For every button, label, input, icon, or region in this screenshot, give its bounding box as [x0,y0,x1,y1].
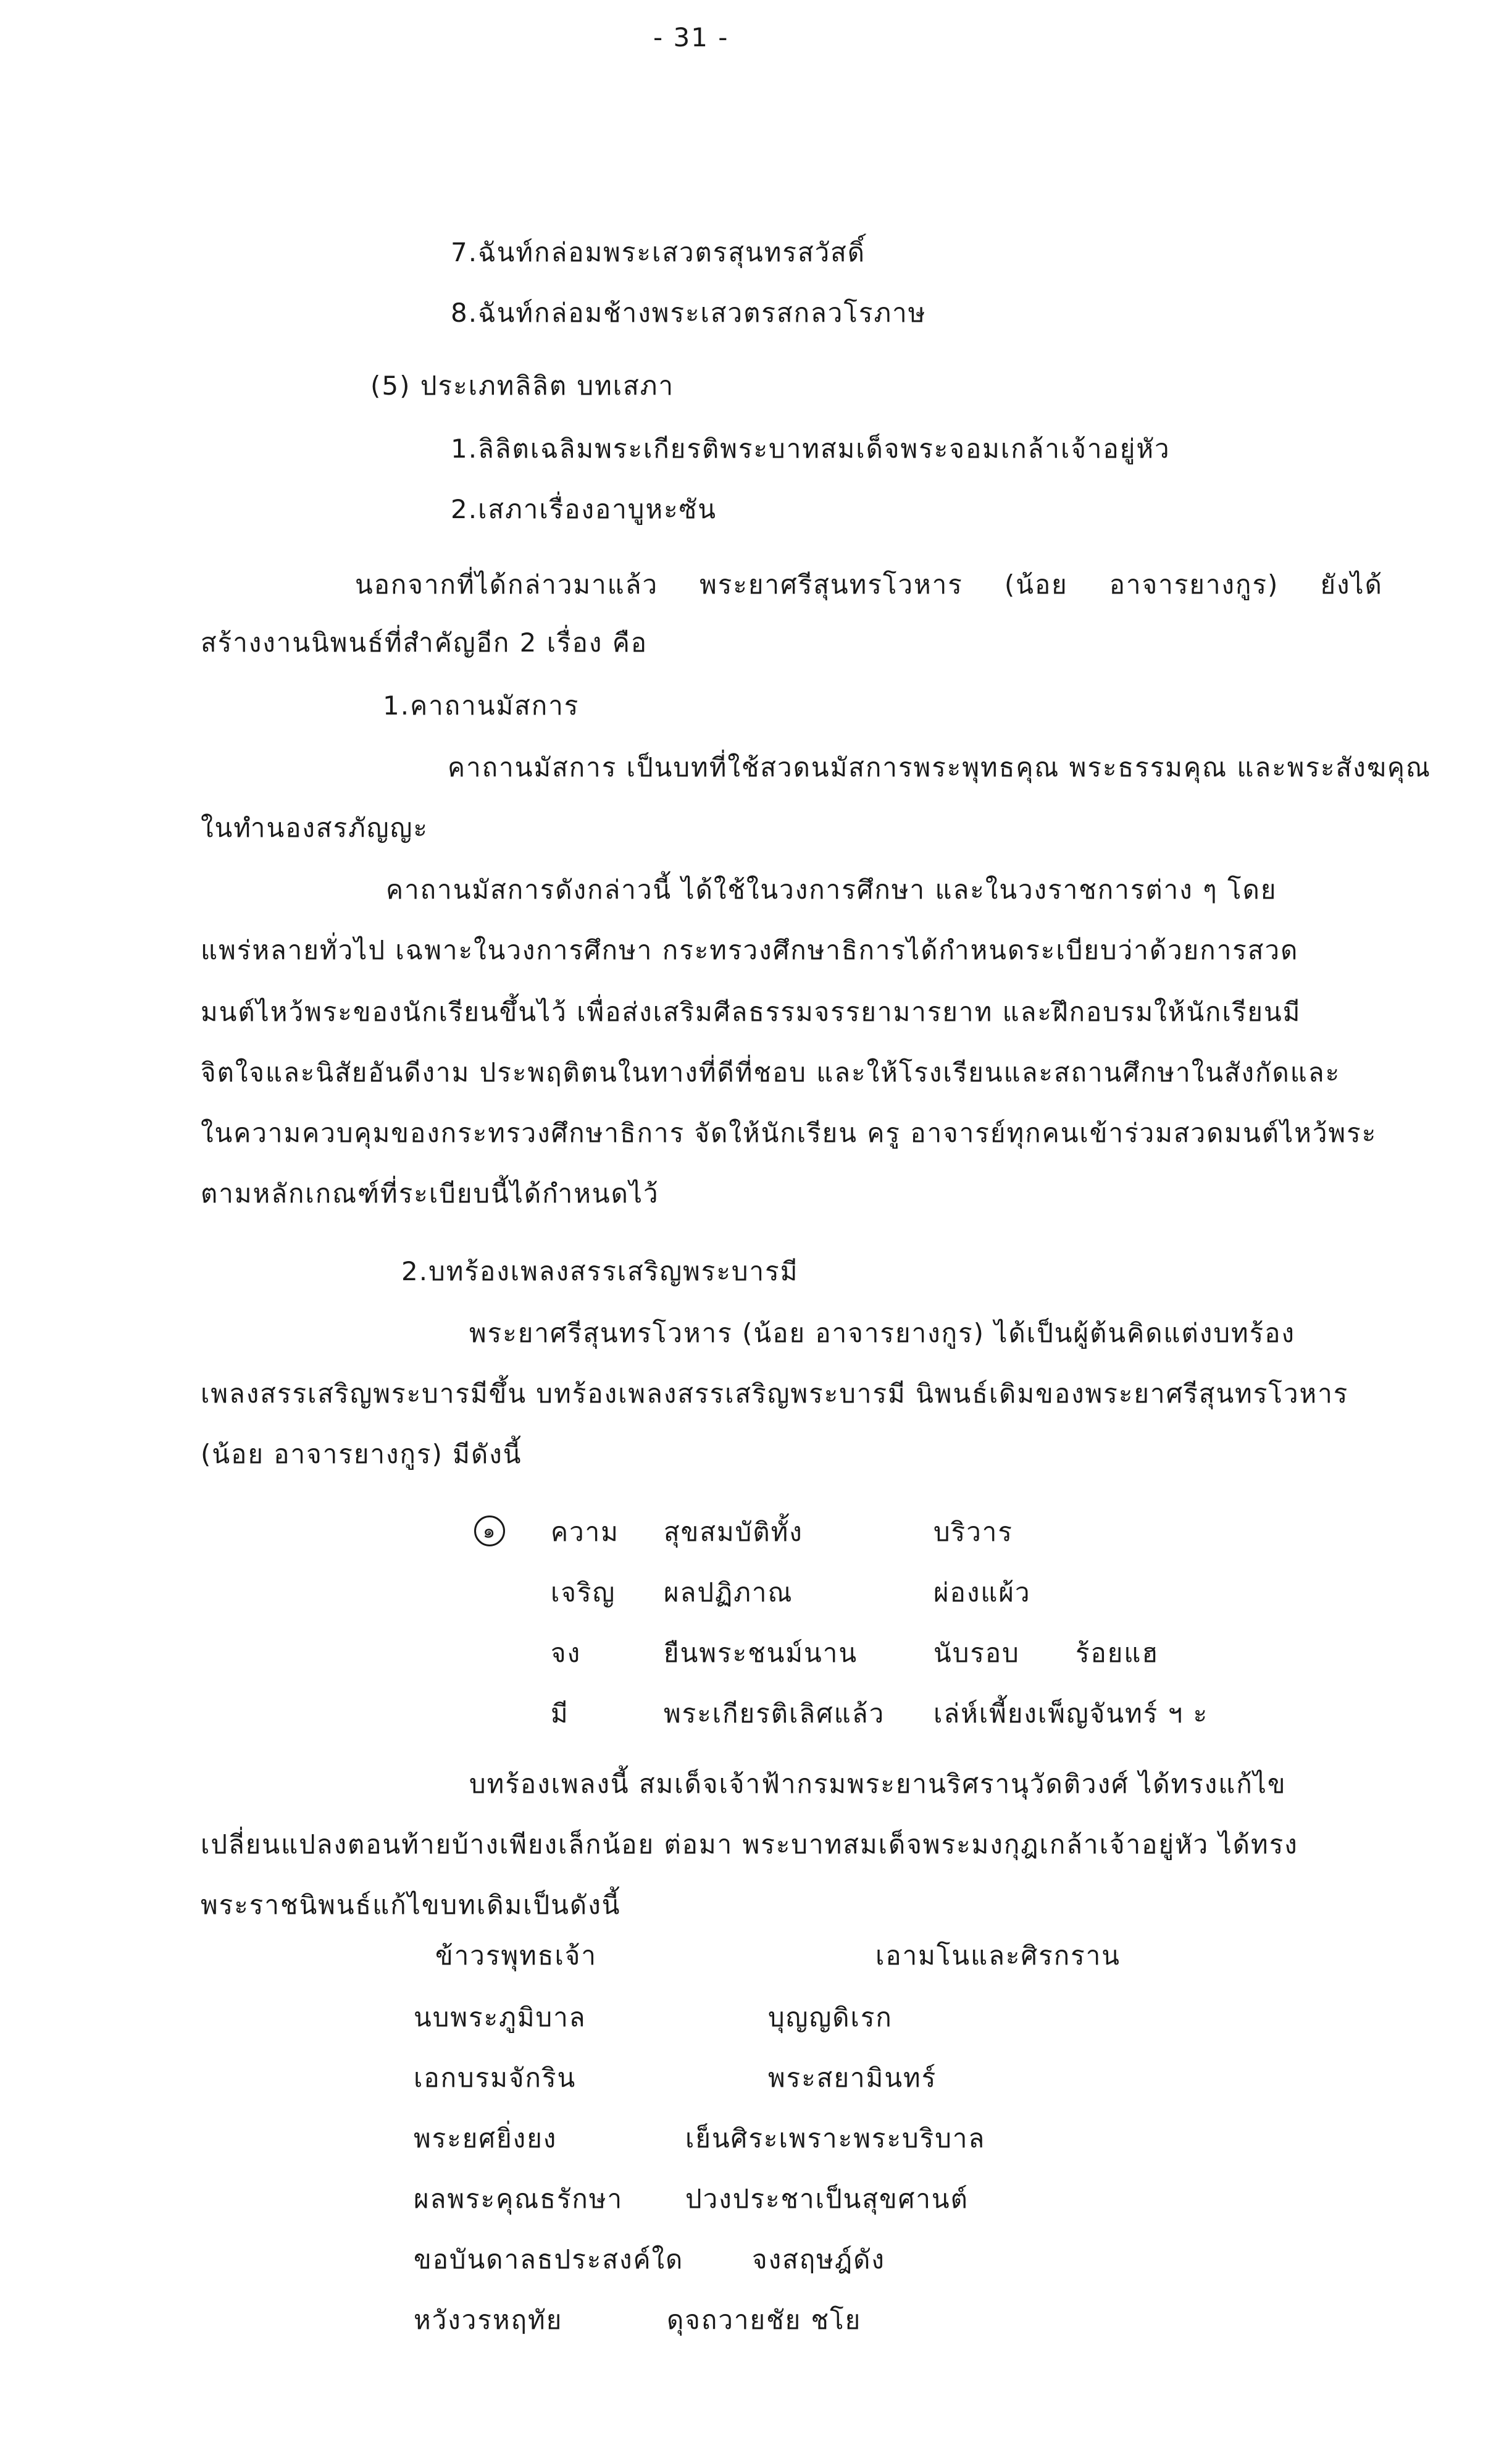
poem-marker-circle: ๑ [474,1516,505,1546]
list-item: 7.ฉันท์กล่อมพระเสวตรสุนทรสวัสดิ์ [451,237,866,267]
paragraph-line [355,569,1383,600]
item-heading: 1.คาถานมัสการ [383,690,580,721]
poem-word: ขอบันดาลธประสงค์ใด [414,2244,684,2274]
poem-word: ร้อยแฮ [1076,1638,1159,1668]
poem-word: พระสยามินทร์ [768,2063,937,2093]
poem-word: ความ [551,1517,619,1547]
poem-word: บุญญดิเรก [768,2002,893,2032]
poem-word: เอามโนและศิรกราน [875,1940,1121,1971]
paragraph-line: สร้างงานนิพนธ์ที่สำคัญอีก 2 เรื่อง คือ [201,627,648,658]
list-item: 1.ลิลิตเฉลิมพระเกียรติพระบาทสมเด็จพระจอมเกล้าเจ้าอยู่หัว [451,434,1171,464]
paragraph-line: จิตใจและนิสัยอันดีงาม ประพฤติตนในทางที่ดีที่ชอบ และให้โรงเรียนและสถานศึกษาในสังกัดและ [201,1057,1341,1088]
poem-word: เจริญ [551,1577,616,1608]
poem-word: พระเกียรติเลิศแล้ว [664,1698,885,1729]
paragraph-line: คาถานมัสการดังกล่าวนี้ ได้ใช้ในวงการศึกษา และในวงราชการต่าง ๆ โดย [386,874,1277,905]
poem-word: หวังวรหฤทัย [414,2305,563,2335]
text-segment: นอกจากที่ได้กล่าวมาแล้ว [355,569,659,600]
poem-word: ปวงประชาเป็นสุขศานต์ [685,2184,969,2214]
poem-word: ยืนพระชนม์นาน [664,1638,858,1668]
paragraph-line: แพร่หลายทั่วไป เฉพาะในวงการศึกษา กระทรวงศึกษาธิการได้กำหนดระเบียบว่าด้วยการสวด [201,935,1299,965]
poem-word: ข้าวรพุทธเจ้า [435,1940,597,1971]
paragraph-line: ในความควบคุมของกระทรวงศึกษาธิการ จัดให้นักเรียน ครู อาจารย์ทุกคนเข้าร่วมสวดมนต์ไหว้พระ [201,1118,1377,1148]
text-segment: อาจารยางกูร) [1109,569,1279,600]
item-heading: 2.บทร้องเพลงสรรเสริญพระบารมี [401,1256,799,1286]
paragraph-line: เพลงสรรเสริญพระบารมีขึ้น บทร้องเพลงสรรเสริญพระบารมี นิพนธ์เดิมของพระยาศรีสุนทรโวหาร [201,1378,1349,1409]
poem-word: บริวาร [934,1517,1013,1547]
poem-word: ผลปฏิภาณ [664,1577,793,1608]
poem-word: จง [551,1638,582,1668]
paragraph-line: บทร้องเพลงนี้ สมเด็จเจ้าฟ้ากรมพระยานริศรานุวัดติวงศ์ ได้ทรงแก้ไข [469,1769,1287,1799]
text-segment: พระยาศรีสุนทรโวหาร [700,569,963,600]
poem-word: จงสฤษฎ์ดัง [752,2244,885,2274]
text-segment: ยังได้ [1320,569,1383,600]
paragraph-line: ตามหลักเกณฑ์ที่ระเบียบนี้ได้กำหนดไว้ [201,1178,659,1209]
paragraph-line: พระยาศรีสุนทรโวหาร (น้อย อาจารยางกูร) ได้เป็นผู้ต้นคิดแต่งบทร้อง [469,1318,1295,1348]
poem-word: ผ่องแผ้ว [934,1577,1031,1608]
poem-word: เอกบรมจักริน [414,2063,577,2093]
poem-word: มี [551,1698,569,1729]
list-item: 8.ฉันท์กล่อมช้างพระเสวตรสกลวโรภาษ [451,298,927,328]
poem-word: พระยศยิ่งยง [414,2123,558,2153]
paragraph-line: คาถานมัสการ เป็นบทที่ใช้สวดนมัสการพระพุทธคุณ พระธรรมคุณ และพระสังฆคุณ [448,752,1431,782]
poem-word: ดุจถวายชัย ชโย [667,2305,862,2335]
section-heading: (5) ประเภทลิลิต บทเสภา [370,371,675,401]
paragraph-line: ในทำนองสรภัญญะ [201,813,428,843]
poem-word: สุขสมบัติทั้ง [664,1517,803,1547]
poem-marker [474,1516,505,1546]
poem-word: เย็นศิระเพราะพระบริบาล [685,2123,986,2153]
paragraph-line: พระราชนิพนธ์แก้ไขบทเดิมเป็นดังนี้ [201,1890,621,1920]
list-item: 2.เสภาเรื่องอาบูหะซัน [451,494,717,524]
poem-word: นบพระภูมิบาล [414,2002,587,2032]
poem-word: ผลพระคุณธรักษา [414,2184,624,2214]
paragraph-line: มนต์ไหว้พระของนักเรียนขึ้นไว้ เพื่อส่งเสริมศีลธรรมจรรยามารยาท และฝึกอบรมให้นักเรียนมี [201,997,1301,1027]
paragraph-line: (น้อย อาจารยางกูร) มีดังนี้ [201,1439,522,1469]
poem-word: เล่ห์เพี้ยงเพ็ญจันทร์ ฯ ะ [934,1698,1209,1729]
text-segment: (น้อย [1004,569,1068,600]
page-number: - 31 - [653,22,729,52]
poem-word: นับรอบ [934,1638,1020,1668]
paragraph-line: เปลี่ยนแปลงตอนท้ายบ้างเพียงเล็กน้อย ต่อมา พระบาทสมเด็จพระมงกุฎเกล้าเจ้าอยู่หัว ได้ทรง [201,1829,1298,1859]
